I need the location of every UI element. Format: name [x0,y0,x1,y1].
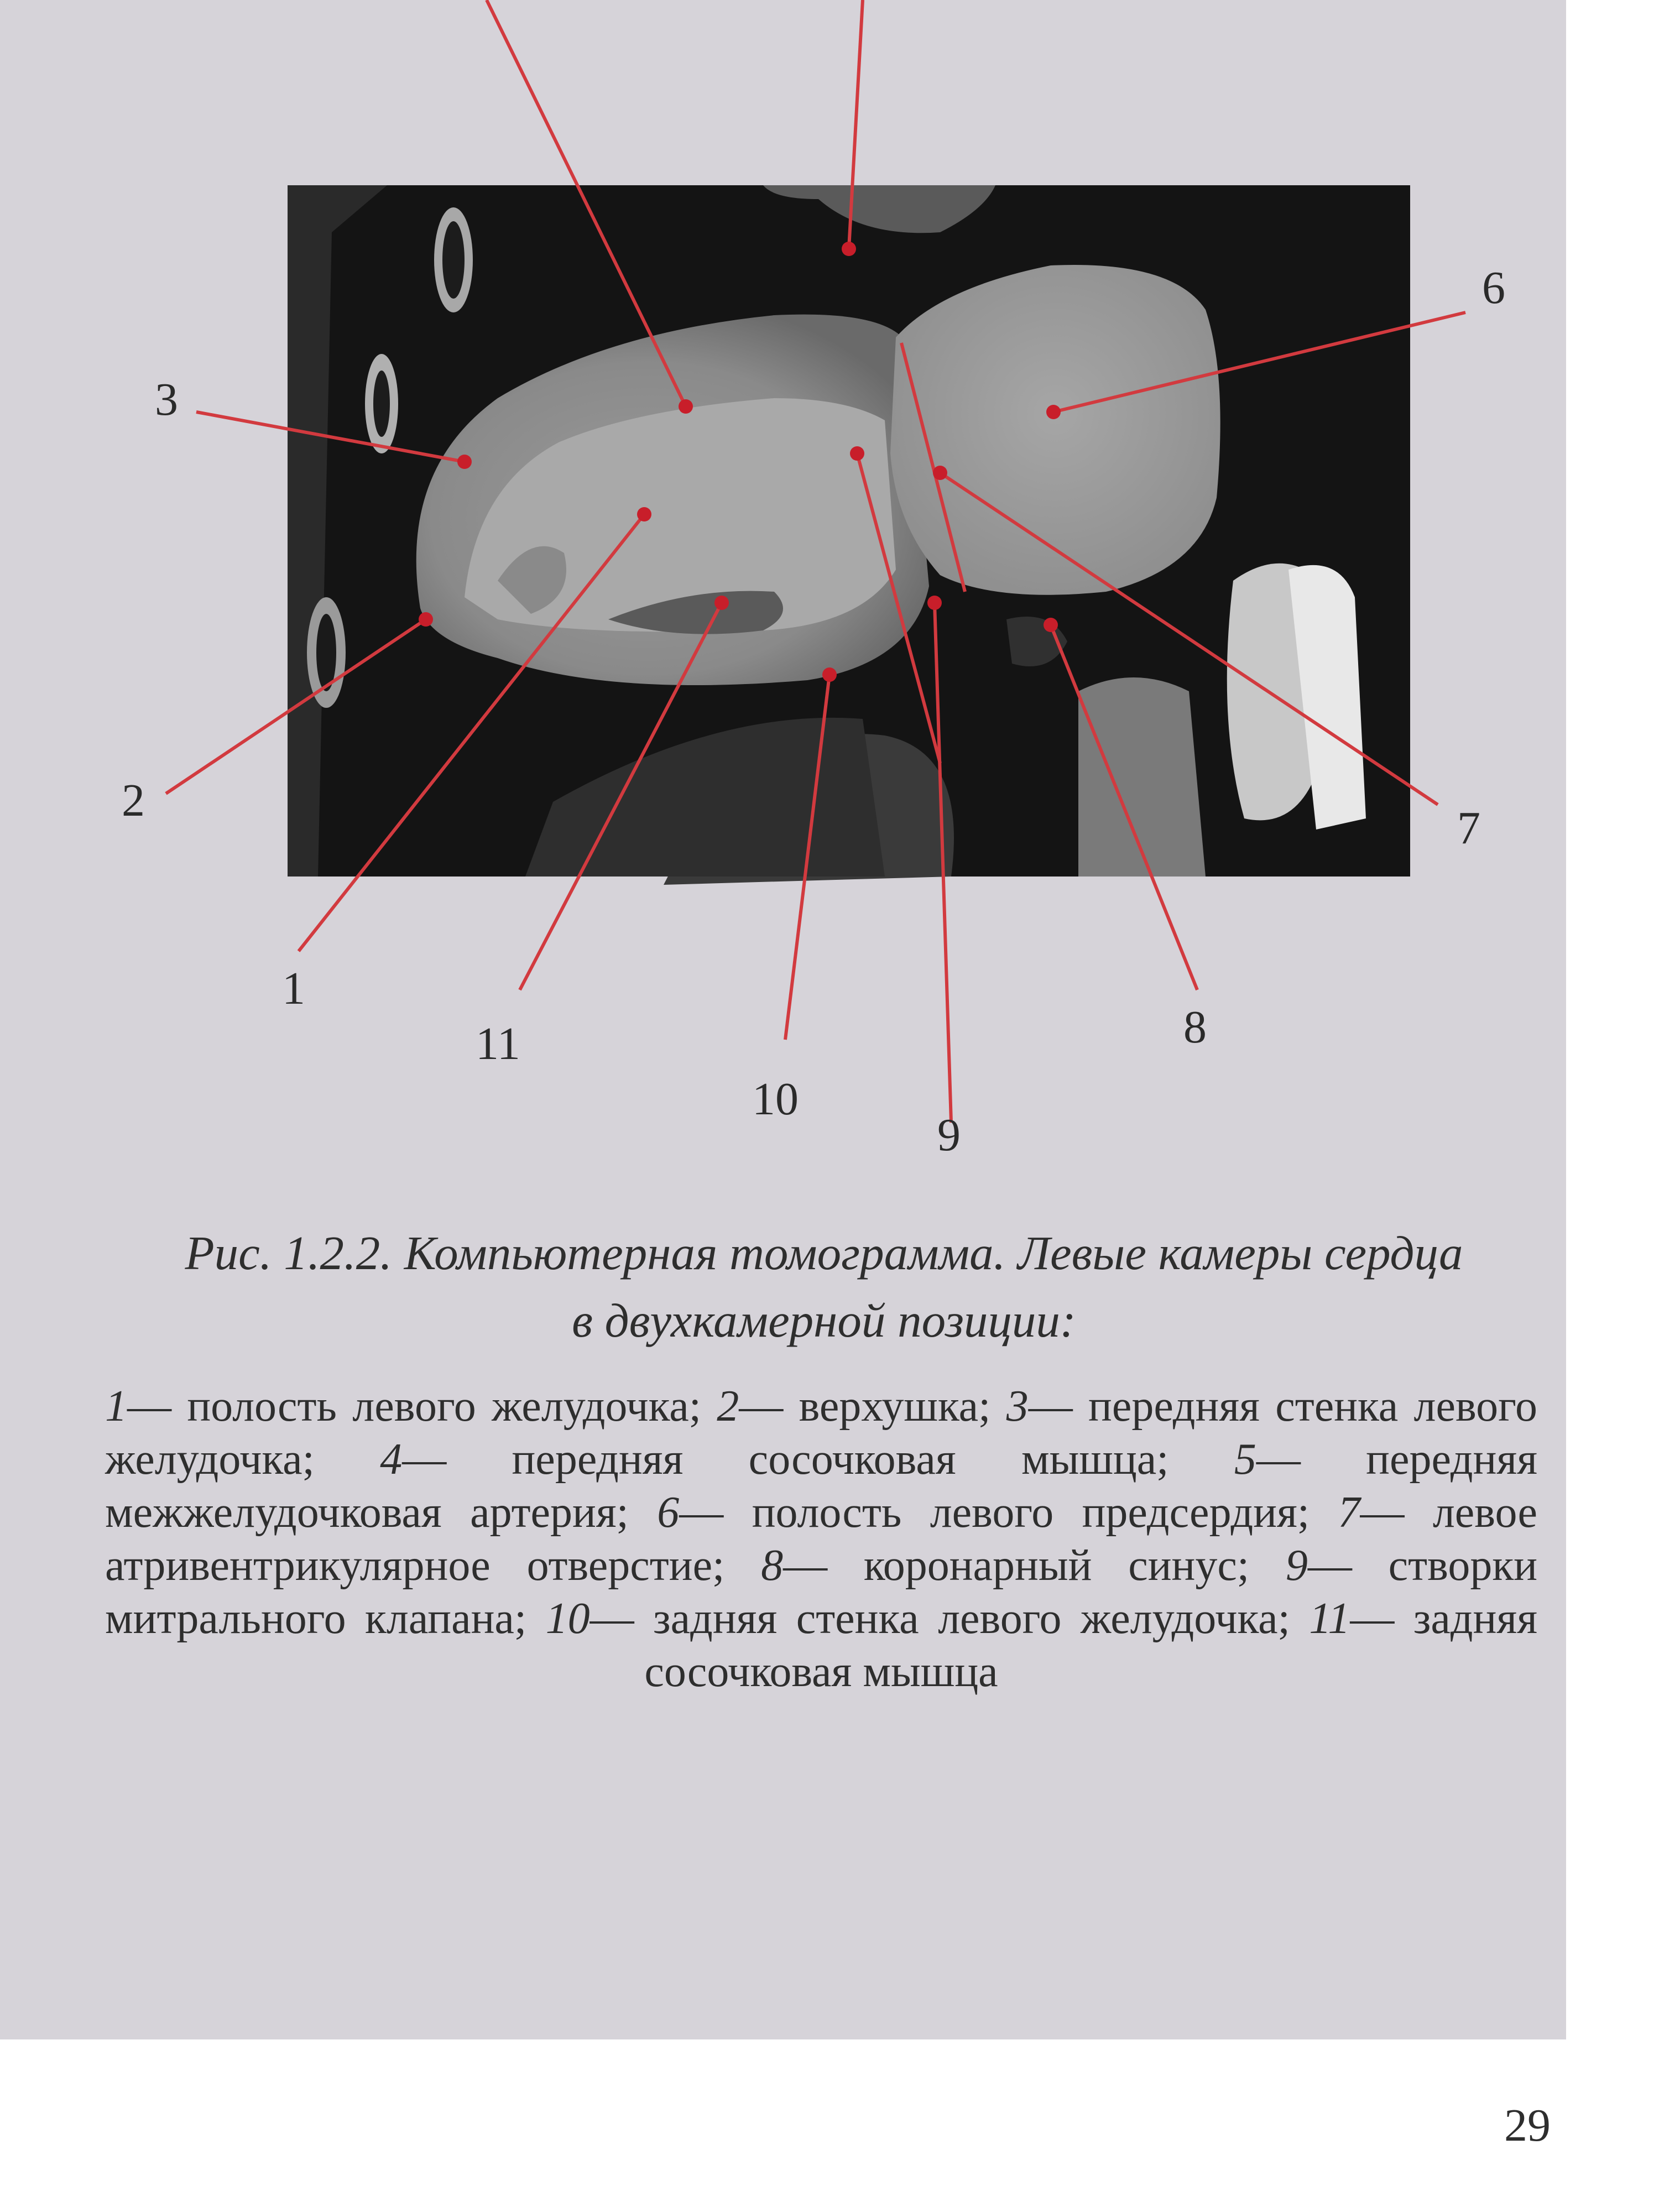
page-number: 29 [1504,2100,1551,2151]
figure-label-9: 9 [937,1109,961,1161]
legend-num: 10 [545,1594,590,1643]
legend-text: — верхушка; [739,1382,991,1431]
caption-line-2: в двухкамерной позиции: [572,1293,1076,1347]
figure-label-1: 1 [282,963,305,1014]
legend-num: 6 [657,1488,680,1537]
figure-label-3: 3 [155,374,178,425]
legend-num: 2 [717,1382,739,1431]
ct-heart-scan-image [288,185,1410,885]
legend-text: — передняя межжелудочковая артерия; [105,1435,1538,1537]
figure-label-8: 8 [1183,1001,1207,1053]
legend-text: — полость левого желудочка; [127,1382,701,1431]
legend-text: — полость левого предсердия; [679,1488,1310,1537]
legend-num: 11 [1309,1594,1350,1643]
figure-label-6: 6 [1482,262,1505,314]
legend-num: 4 [380,1435,403,1484]
figure-label-7: 7 [1457,802,1480,854]
legend-num: 8 [761,1541,784,1590]
figure-label-2: 2 [122,775,145,826]
legend-text: — задняя сосочковая мышца [644,1594,1538,1696]
legend-num: 3 [1006,1382,1029,1431]
legend-text: — створки митрального клапана; [105,1541,1538,1643]
legend-num: 5 [1234,1435,1256,1484]
legend-text: — передняя сосочковая мышца; [402,1435,1169,1484]
legend-text: — задняя стенка левого желудочка; [589,1594,1290,1643]
legend-text: — коронарный синус; [783,1541,1250,1590]
figure-legend [105,1380,1537,1698]
legend-text: — передняя стенка левого желудочка; [105,1382,1537,1484]
figure-label-10: 10 [752,1073,799,1125]
legend-num: 7 [1338,1488,1360,1537]
figure-label-11: 11 [476,1018,520,1070]
legend-num: 9 [1285,1541,1308,1590]
figure-caption [105,1219,1543,1354]
caption-line-1: Рис. 1.2.2. Компьютерная томограмма. Левые камеры сердца [185,1226,1463,1280]
legend-num: 1 [105,1382,127,1431]
legend-text: — левое атривентрикулярное отверстие; [105,1488,1537,1590]
